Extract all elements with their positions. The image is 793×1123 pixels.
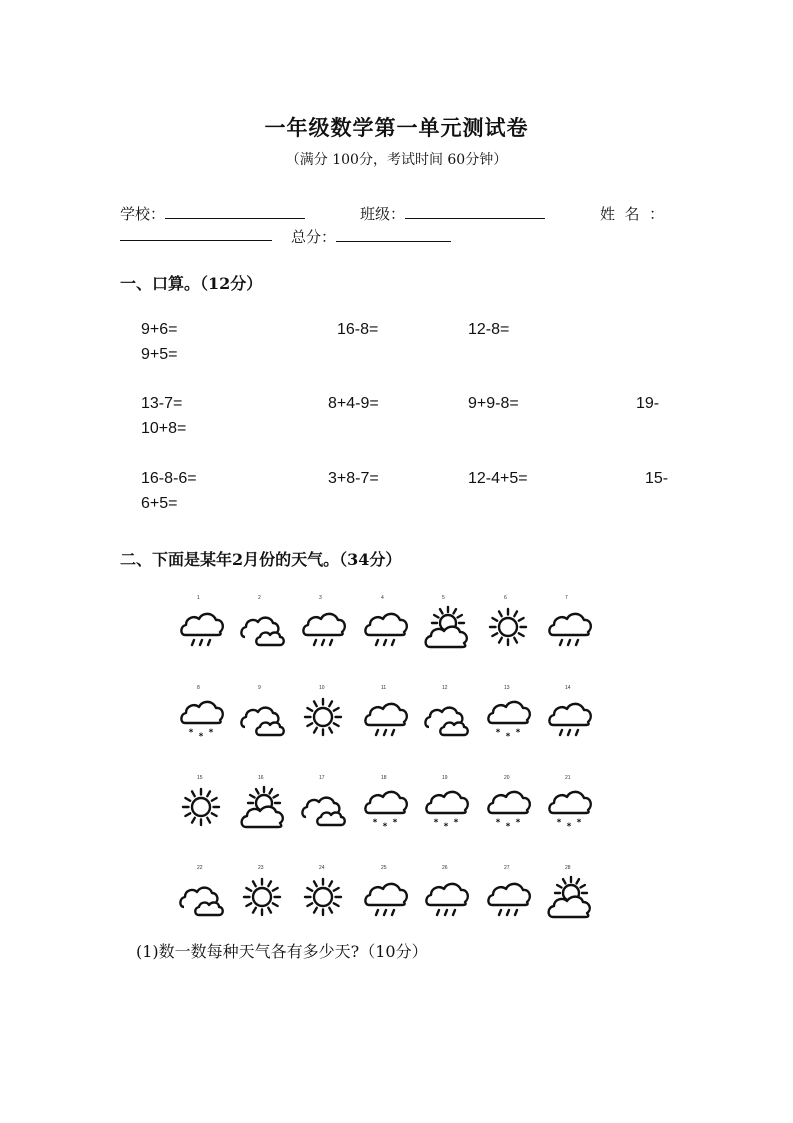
day-number: 21 [565,775,571,781]
day-number: 9 [258,685,261,691]
svg-text:*: * [556,818,562,828]
svg-text:*: * [495,818,501,828]
calc-item: 15- [645,470,669,487]
svg-text:*: * [505,732,511,742]
calc-item: 19- [636,395,660,412]
svg-text:*: * [372,818,378,828]
rain-icon [363,877,407,921]
day-number: 24 [319,865,325,871]
day-number: 8 [197,685,200,691]
score-field [291,226,451,247]
day-number: 28 [565,865,571,871]
snow-icon [179,697,223,741]
cloudy-icon [240,607,284,651]
calc-item: 16-8= [337,321,379,338]
svg-text:*: * [208,728,214,738]
sunny-icon [486,607,530,651]
rain-icon [301,607,345,651]
rain-icon [179,607,223,651]
name-blank[interactable] [120,226,272,241]
partly-sunny-icon [240,787,284,831]
calc-item: 16-8-6= [141,470,197,487]
svg-text:*: * [188,728,194,738]
calc-item: 10+8= [141,420,187,437]
sunny-icon [179,787,223,831]
cloudy-icon [301,787,345,831]
day-number: 3 [319,595,322,601]
rain-icon [486,877,530,921]
sunny-icon [301,877,345,921]
partly-sunny-icon [547,877,591,921]
svg-text:*: * [443,822,449,832]
svg-text:*: * [453,818,459,828]
day-number: 4 [381,595,384,601]
question-1: (1)数一数每种天气各有多少天?（10分） [136,942,428,961]
day-number: 20 [504,775,510,781]
snow-icon [363,787,407,831]
snow-icon [486,787,530,831]
class-field [360,203,545,224]
day-number: 14 [565,685,571,691]
svg-text:*: * [515,728,521,738]
day-number: 10 [319,685,325,691]
section1-heading: 一、口算。（12分） [120,274,263,293]
svg-text:*: * [576,818,582,828]
calc-item: 3+8-7= [328,470,379,487]
day-number: 5 [442,595,445,601]
day-number: 6 [504,595,507,601]
svg-text:*: * [392,818,398,828]
page-subtitle: （满分 100分，考试时间 60分钟） [285,152,508,168]
day-number: 15 [197,775,203,781]
class-blank[interactable] [405,204,545,219]
section2-heading: 二、下面是某年2月份的天气。（34分） [120,550,402,569]
day-number: 2 [258,595,261,601]
school-label: 学校： [120,205,166,223]
day-number: 18 [381,775,387,781]
svg-text:*: * [198,732,204,742]
day-number: 12 [442,685,448,691]
calc-item: 9+5= [141,346,178,363]
svg-text:*: * [515,818,521,828]
day-number: 27 [504,865,510,871]
sunny-icon [240,877,284,921]
svg-text:*: * [382,822,388,832]
day-number: 11 [381,685,387,691]
rain-icon [363,697,407,741]
sunny-icon [301,697,345,741]
calc-item: 6+5= [141,495,178,512]
cloudy-icon [424,697,468,741]
day-number: 13 [504,685,510,691]
cloudy-icon [240,697,284,741]
calc-item: 13-7= [141,395,183,412]
day-number: 25 [381,865,387,871]
calc-item: 9+6= [141,321,178,338]
school-field [120,203,305,224]
day-number: 1 [197,595,200,601]
rain-icon [547,697,591,741]
day-number: 22 [197,865,203,871]
svg-text:*: * [433,818,439,828]
calc-item: 12-4+5= [468,470,528,487]
school-blank[interactable] [165,204,305,219]
class-label: 班级： [360,205,406,223]
partly-sunny-icon [424,607,468,651]
svg-text:*: * [505,822,511,832]
score-label: 总分： [291,228,337,246]
rain-icon [424,877,468,921]
day-number: 19 [442,775,448,781]
day-number: 17 [319,775,325,781]
page-title: 一年级数学第一单元测试卷 [264,115,529,140]
day-number: 7 [565,595,568,601]
calc-item: 8+4-9= [328,395,379,412]
name-blank-row [120,226,272,245]
snow-icon [547,787,591,831]
calc-item: 12-8= [468,321,510,338]
day-number: 23 [258,865,264,871]
snow-icon [486,697,530,741]
rain-icon [547,607,591,651]
name-label: 姓 名 ： [600,205,665,223]
day-number: 16 [258,775,264,781]
calc-item: 9+9-8= [468,395,519,412]
svg-text:*: * [566,822,572,832]
cloudy-icon [179,877,223,921]
day-number: 26 [442,865,448,871]
snow-icon [424,787,468,831]
svg-text:*: * [495,728,501,738]
score-blank[interactable] [336,227,451,242]
rain-icon [363,607,407,651]
